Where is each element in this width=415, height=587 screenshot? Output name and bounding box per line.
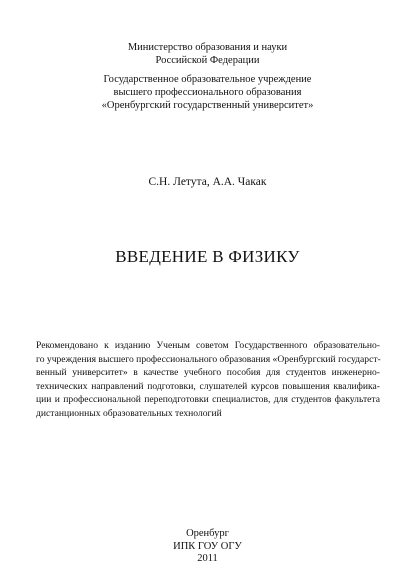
institution-line: «Оренбургский государственный университет»: [101, 100, 314, 111]
recommendation-line: го учреждения высшего профессионального образования «Оренбургский государст-: [36, 353, 381, 365]
ministry-heading: [0, 41, 415, 67]
institution-line: высшего профессионального образования: [113, 87, 302, 98]
institution-line: Государственное образовательное учреждение: [103, 74, 312, 85]
ministry-line: Российской Федерации: [155, 55, 260, 66]
book-title: ВВЕДЕНИЕ В ФИЗИКУ: [115, 247, 300, 266]
recommendation-line: ции и профессиональной переподготовки специалистов, для студентов факультета: [36, 394, 380, 406]
institution-heading: [0, 73, 415, 112]
imprint-year: 2011: [197, 553, 218, 564]
recommendation-line: технических направлений подготовки, слушателей курсов повышения квалифика-: [36, 380, 380, 392]
authors: С.Н. Летута, А.А. Чакак: [148, 176, 267, 188]
imprint-city: Оренбург: [186, 528, 229, 539]
imprint: [0, 528, 415, 566]
ministry-line: Министерство образования и науки: [127, 42, 288, 53]
recommendation-line: Рекомендовано к изданию Ученым советом Государственного образовательно-: [36, 340, 380, 351]
recommendation-line: дистанционных образовательных технологий: [36, 407, 222, 419]
recommendation-line: венный университет» в качестве учебного пособия для студентов инженерно-: [36, 367, 380, 379]
recommendation-text: [36, 339, 380, 421]
imprint-publisher: ИПК ГОУ ОГУ: [173, 540, 242, 552]
